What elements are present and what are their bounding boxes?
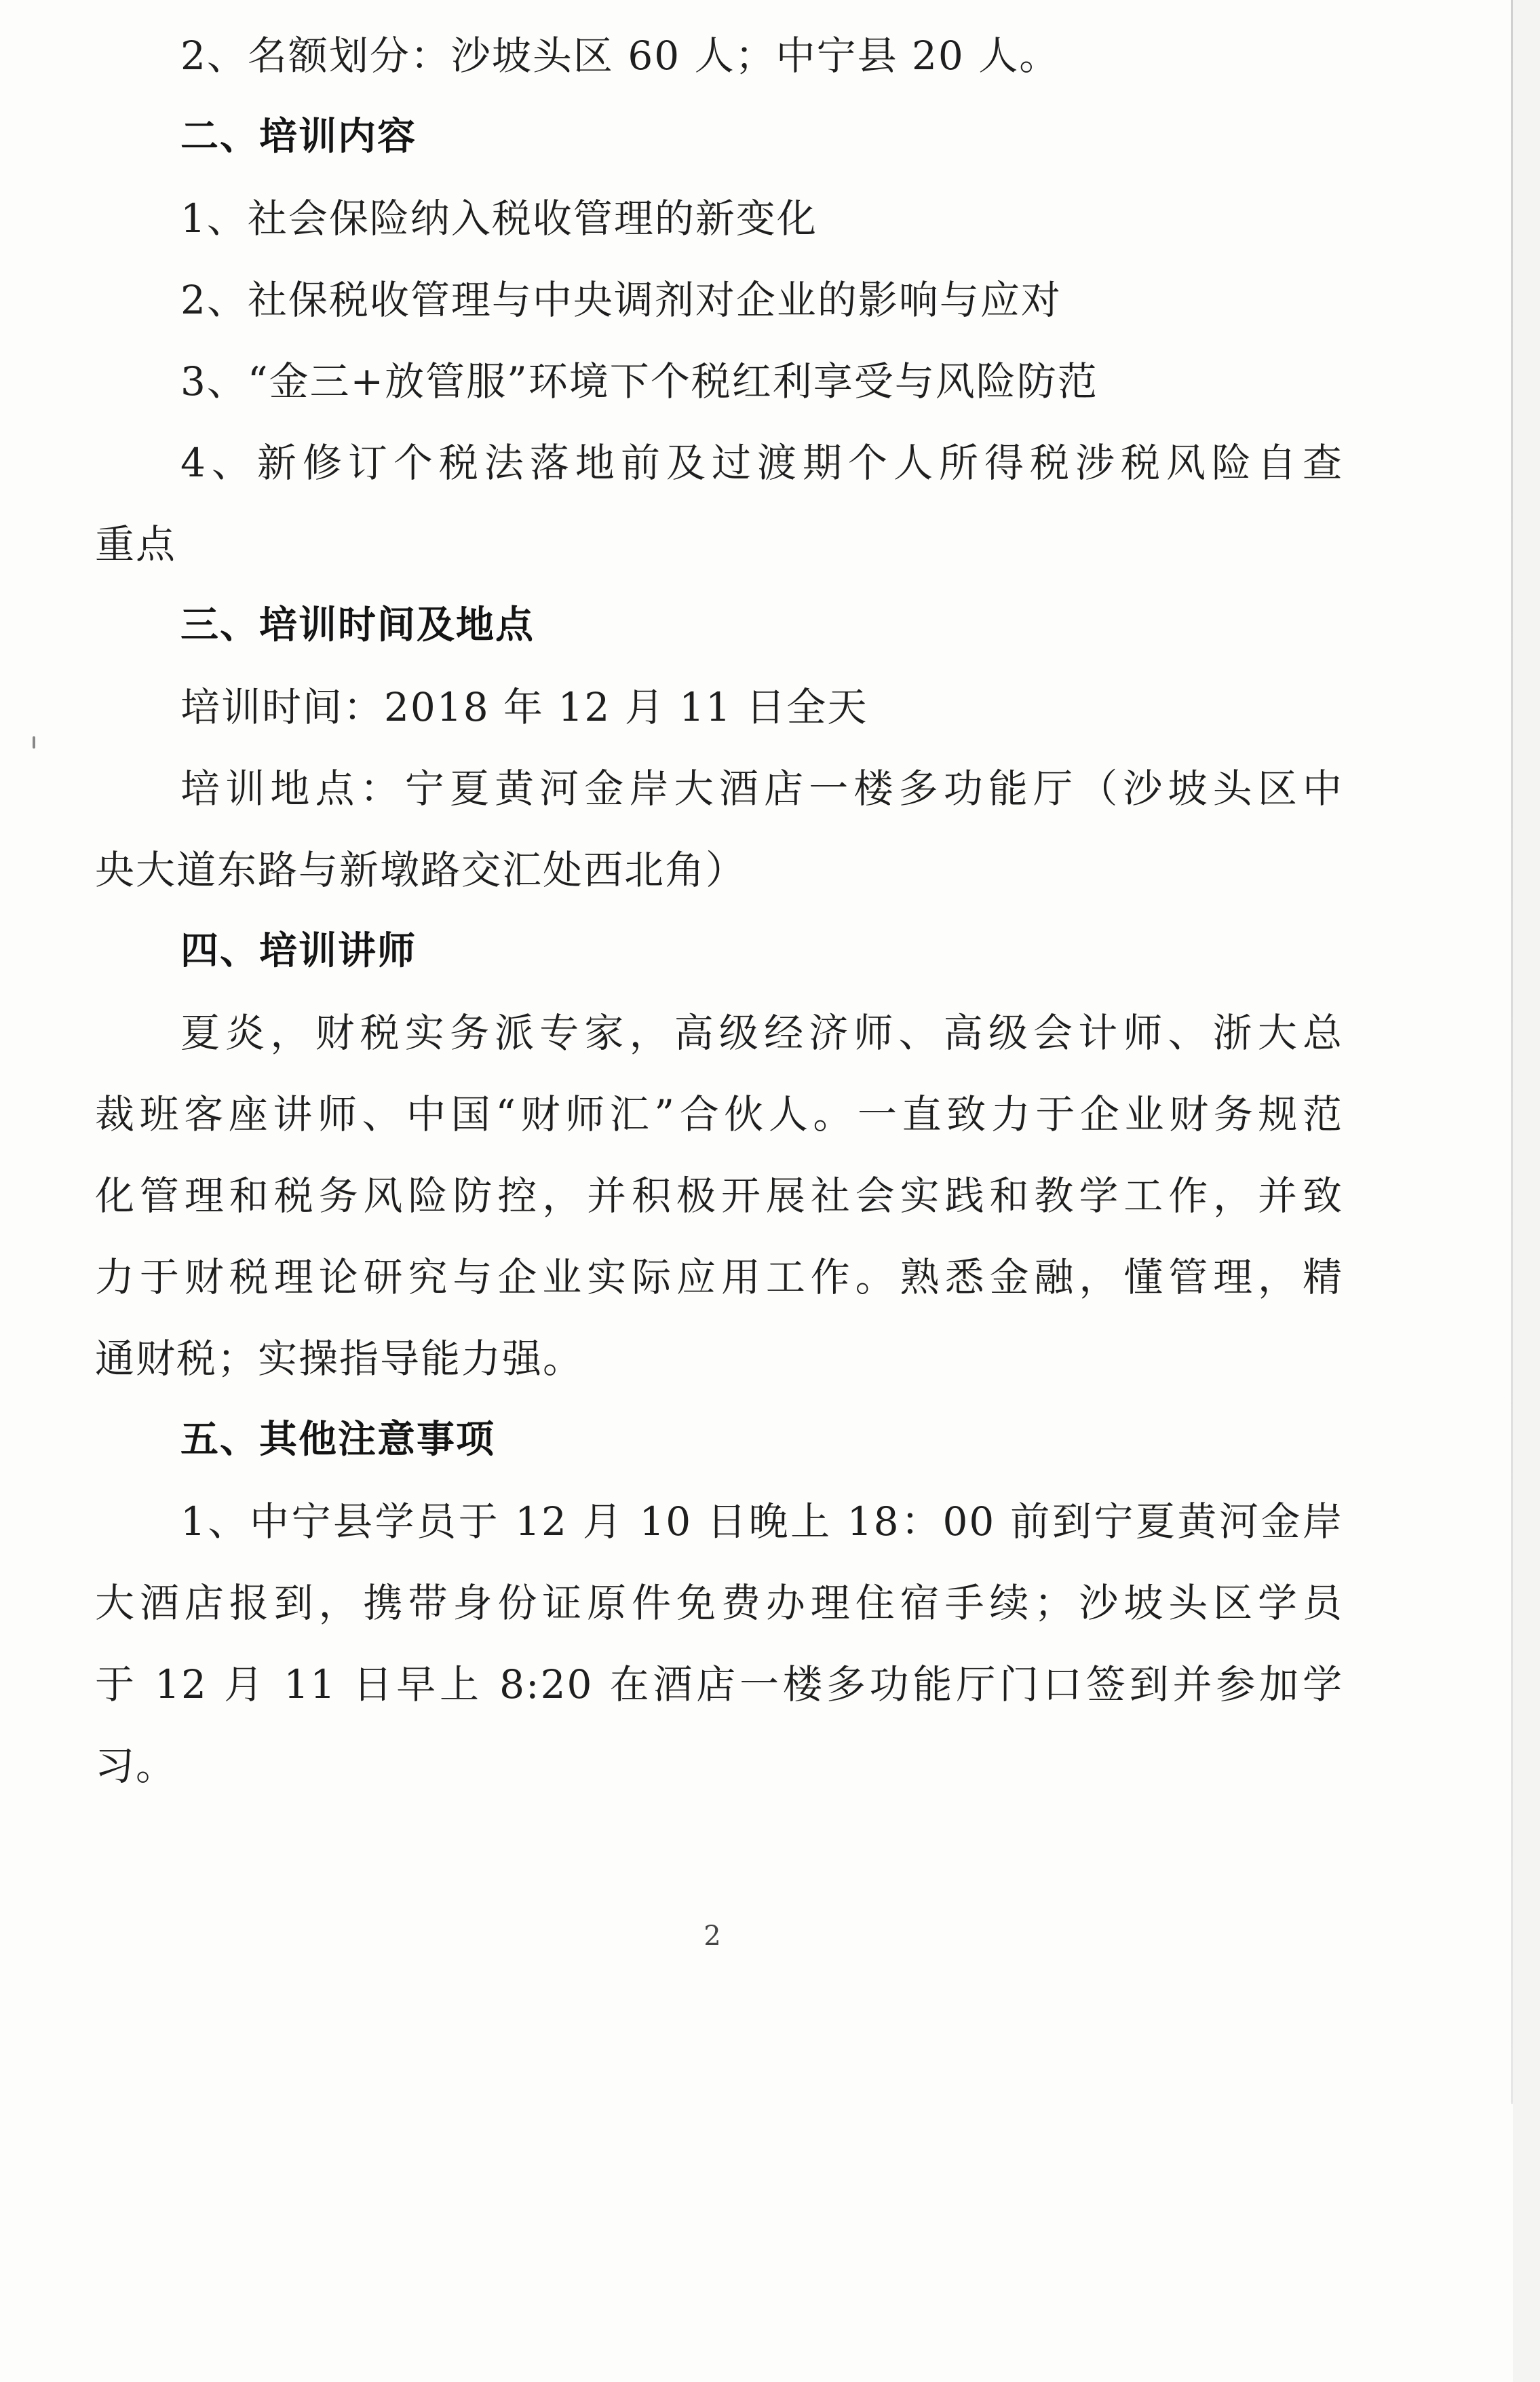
scan-speck [33,736,35,749]
lecturer-bio-line-2: 裁班客座讲师、中国“财师汇”合伙人。一直致力于企业财务规范 [95,1091,1343,1137]
heading-lecturer: 四、培训讲师 [180,929,417,973]
lecturer-bio-line-3: 化管理和税务风险防控，并积极开展社会实践和教学工作，并致 [95,1173,1343,1219]
page-number: 2 [704,1921,721,1952]
content-item-3: 3、“金三+放管服”环境下个税红利享受与风险防范 [180,358,1098,404]
notes-line-1: 1、中宁县学员于 12 月 10 日晚上 18：00 前到宁夏黄河金岸 [180,1498,1343,1545]
training-location-line-2: 央大道东路与新墩路交汇处西北角） [95,847,747,893]
scan-edge-shadow [1513,0,1540,2382]
training-time: 培训时间：2018 年 12 月 11 日全天 [180,684,868,730]
content-item-4-line-1: 4、新修订个税法落地前及过渡期个人所得税涉税风险自查 [180,440,1343,486]
scan-edge-line [1511,0,1513,2104]
training-location-line-1: 培训地点：宁夏黄河金岸大酒店一楼多功能厅（沙坡头区中 [180,765,1343,812]
lecturer-bio-line-5: 通财税；实操指导能力强。 [95,1336,584,1382]
notes-line-4: 习。 [95,1743,177,1789]
notes-line-2: 大酒店报到，携带身份证原件免费办理住宿手续；沙坡头区学员 [95,1580,1343,1626]
notes-line-3: 于 12 月 11 日早上 8:20 在酒店一楼多功能厅门口签到并参加学 [95,1661,1343,1707]
content-item-2: 2、社保税收管理与中央调剂对企业的影响与应对 [180,277,1062,323]
paragraph-quota: 2、名额划分：沙坡头区 60 人；中宁县 20 人。 [180,33,1060,79]
content-item-4-line-2: 重点 [95,521,177,567]
content-item-1: 1、社会保险纳入税收管理的新变化 [180,195,817,242]
heading-training-content: 二、培训内容 [180,115,417,159]
lecturer-bio-line-4: 力于财税理论研究与企业实际应用工作。熟悉金融，懂管理，精 [95,1254,1343,1300]
heading-time-location: 三、培训时间及地点 [180,603,535,647]
document-body [95,15,1343,1807]
heading-other-notes: 五、其他注意事项 [180,1418,495,1462]
lecturer-bio-line-1: 夏炎，财税实务派专家，高级经济师、高级会计师、浙大总 [180,1010,1343,1056]
